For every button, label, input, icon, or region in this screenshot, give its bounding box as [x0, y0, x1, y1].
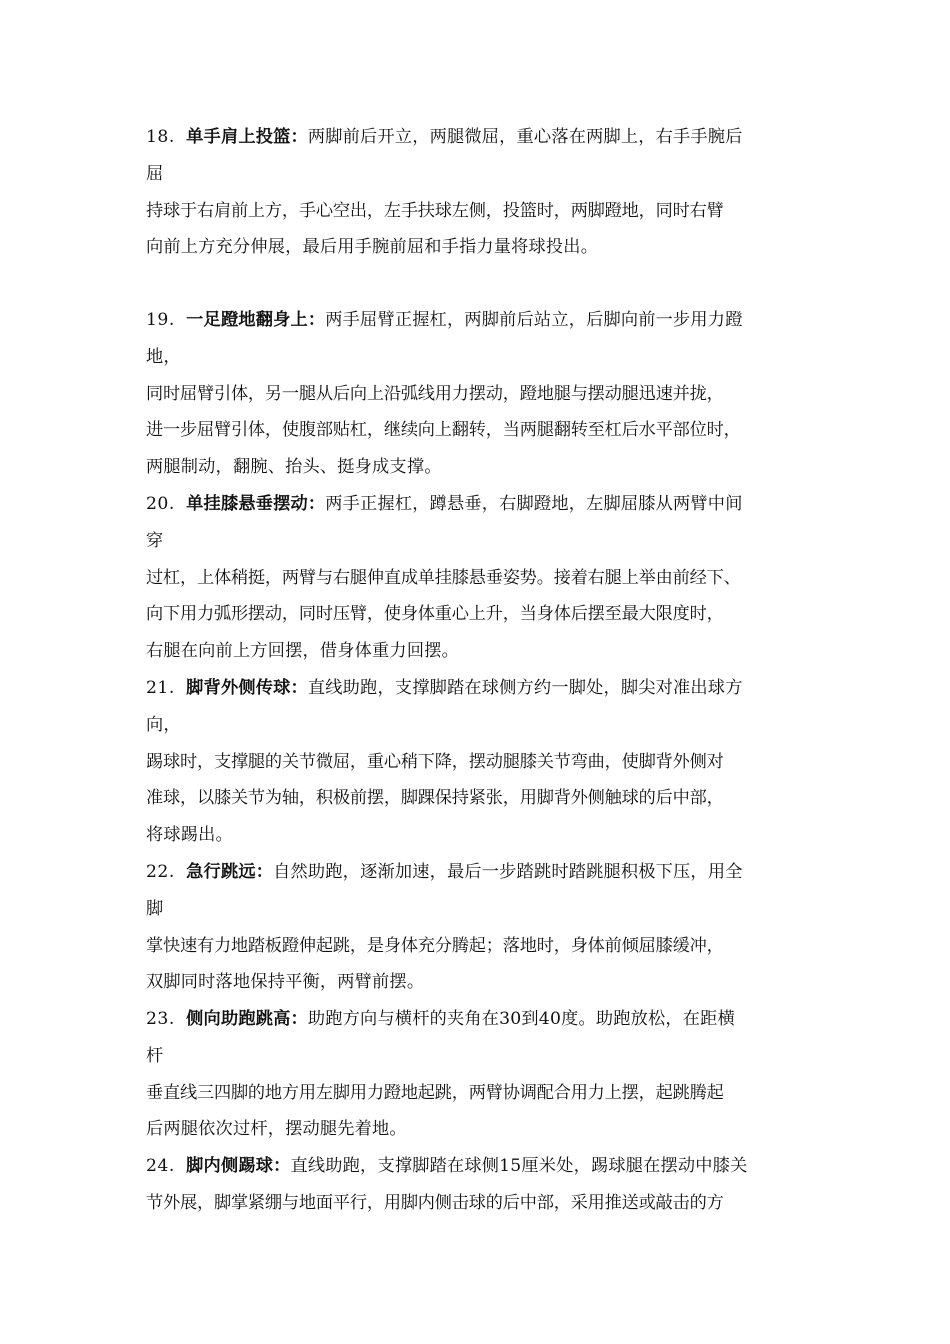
item-first-line	[146, 670, 826, 707]
item-text: 两手正握杠，蹲悬垂，右脚蹬地，左脚屈膝从两臂中间	[325, 494, 743, 514]
item-term: 脚内侧踢球：	[186, 1156, 291, 1176]
item-number: 18.	[146, 127, 175, 147]
item-line: 后两腿依次过杆，摆动腿先着地。	[146, 1119, 407, 1140]
item-first-line	[146, 1148, 826, 1185]
item-first-line	[146, 119, 826, 156]
item-line: 垂直线三四脚的地方用左脚用力蹬地起跳，两臂协调配合用力上摆，起跳腾起	[146, 1082, 724, 1103]
item-24	[146, 1148, 826, 1222]
item-first-line	[146, 302, 826, 339]
item-first-line	[146, 1001, 826, 1038]
item-first-line	[146, 854, 826, 891]
item-20	[146, 486, 826, 670]
item-line: 双脚同时落地保持平衡，两臂前摆。	[146, 972, 425, 993]
item-number: 20.	[146, 494, 175, 514]
item-text: 助跑方向与横杆的夹角在30到40度。助跑放松，在距横	[307, 1009, 735, 1029]
item-23	[146, 1001, 826, 1148]
item-line: 右腿在向前上方回摆，借身体重力回摆。	[146, 641, 459, 662]
item-text: 直线助跑，支撑脚踏在球侧方约一脚处，脚尖对准出球方	[307, 678, 743, 698]
item-term: 单手肩上投篮：	[186, 127, 308, 147]
item-text: 两手屈臂正握杠，两脚前后站立，后脚向前一步用力蹬	[325, 310, 743, 330]
item-line: 节外展，脚掌紧绷与地面平行，用脚内侧击球的后中部，采用推送或敲击的方	[146, 1192, 724, 1213]
item-21	[146, 670, 826, 854]
item-number: 21.	[146, 678, 175, 698]
item-number: 19.	[146, 310, 175, 330]
item-line: 同时屈臂引体，另一腿从后向上沿弧线用力摆动，蹬地腿与摆动腿迅速并拢，	[146, 383, 724, 404]
item-line: 踢球时，支撑腿的关节微屈，重心稍下降，摆动腿膝关节弯曲，使脚背外侧对	[146, 751, 724, 772]
item-term: 侧向助跑跳高：	[186, 1009, 308, 1029]
item-text: 两脚前后开立，两腿微屈，重心落在两脚上，右手手腕后	[307, 127, 743, 147]
item-text: 自然助跑，逐渐加速，最后一步踏跳时踏跳腿积极下压，用全	[273, 862, 743, 882]
item-text: 直线助跑，支撑脚踏在球侧15厘米处，踢球腿在摆动中膝关	[290, 1156, 748, 1176]
item-line: 穿	[146, 530, 164, 551]
item-term: 脚背外侧传球：	[186, 678, 308, 698]
item-line: 杆	[146, 1045, 164, 1066]
item-line: 掌快速有力地踏板蹬伸起跳，是身体充分腾起；落地时，身体前倾屈膝缓冲，	[146, 935, 724, 956]
item-19	[146, 302, 826, 486]
item-term: 单挂膝悬垂摆动：	[186, 494, 326, 514]
item-line: 准球，以膝关节为轴，积极前摆，脚踝保持紧张，用脚背外侧触球的后中部，	[146, 788, 724, 809]
item-line: 进一步屈臂引体，使腹部贴杠，继续向上翻转，当两腿翻转至杠后水平部位时，	[146, 420, 741, 441]
item-line: 向，	[146, 714, 181, 735]
item-line: 过杠，上体稍挺，两臂与右腿伸直成单挂膝悬垂姿势。接着右腿上举由前经下、	[146, 567, 741, 588]
item-line: 地，	[146, 346, 181, 367]
item-line: 持球于右肩前上方，手心空出，左手扶球左侧，投篮时，两脚蹬地，同时右臂	[146, 200, 724, 221]
item-number: 24.	[146, 1156, 175, 1176]
item-number: 23.	[146, 1009, 175, 1029]
item-line: 向下用力弧形摆动，同时压臂，使身体重心上升，当身体后摆至最大限度时，	[146, 604, 724, 625]
item-line: 脚	[146, 898, 164, 919]
item-term: 一足蹬地翻身上：	[186, 310, 326, 330]
item-line: 屈	[146, 163, 164, 184]
item-number: 22.	[146, 862, 175, 882]
item-first-line	[146, 486, 826, 523]
item-line: 向前上方充分伸展，最后用手腕前屈和手指力量将球投出。	[146, 237, 599, 258]
item-line: 将球踢出。	[146, 825, 233, 846]
item-22	[146, 854, 826, 1001]
item-18	[146, 119, 826, 266]
item-line: 两腿制动，翻腕、抬头、挺身成支撑。	[146, 457, 442, 478]
item-term: 急行跳远：	[186, 862, 274, 882]
